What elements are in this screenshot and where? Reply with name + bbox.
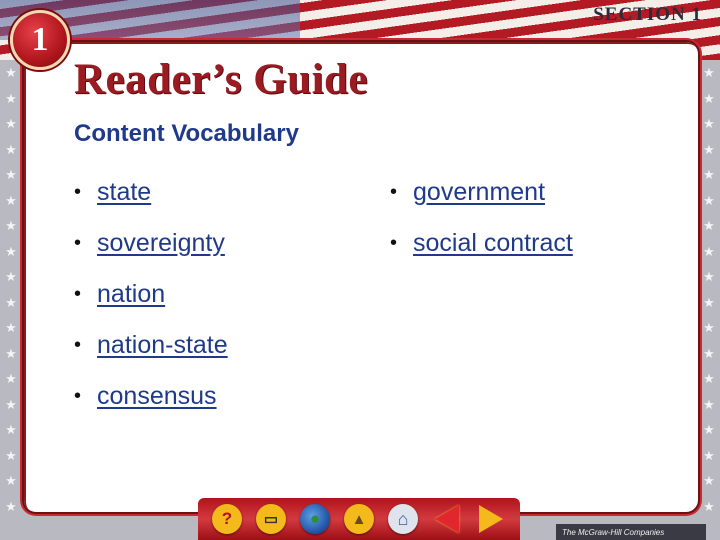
publisher-logo: The McGraw-Hill Companies: [556, 524, 706, 540]
vocab-term-link[interactable]: sovereignty: [97, 229, 225, 257]
resources-icon[interactable]: ▲: [344, 504, 374, 534]
vocab-term-link[interactable]: state: [97, 178, 152, 206]
section-number-badge: 1: [10, 10, 70, 70]
vocab-term-link[interactable]: nation: [97, 280, 166, 308]
star-border-left: ★ ★ ★ ★ ★ ★ ★ ★ ★ ★ ★ ★ ★ ★ ★ ★ ★ ★: [5, 65, 17, 514]
list-item: [390, 167, 573, 218]
section-label: SECTION 1: [593, 4, 702, 25]
forward-arrow-icon[interactable]: [476, 504, 506, 534]
bullet-icon: •: [390, 232, 398, 254]
computer-icon[interactable]: ▭: [256, 504, 286, 534]
list-item: [74, 371, 228, 422]
list-item: [74, 269, 228, 320]
vocab-term-link[interactable]: government: [413, 178, 546, 206]
vocab-term-link[interactable]: consensus: [97, 382, 217, 410]
page-title: Reader’s Guide: [74, 56, 369, 103]
navigation-bar: [198, 498, 520, 540]
vocab-term-link[interactable]: social contract: [413, 229, 573, 257]
list-item: [390, 218, 573, 269]
vocab-list-left: [74, 167, 228, 422]
back-arrow-icon[interactable]: [432, 504, 462, 534]
home-icon[interactable]: ⌂: [388, 504, 418, 534]
bullet-icon: •: [74, 232, 82, 254]
bullet-icon: •: [74, 181, 82, 203]
vocab-term-link[interactable]: nation-state: [97, 331, 228, 359]
list-item: [74, 320, 228, 371]
bullet-icon: •: [74, 334, 82, 356]
list-item: [74, 167, 228, 218]
globe-icon[interactable]: ●: [300, 504, 330, 534]
bullet-icon: •: [74, 385, 82, 407]
bullet-icon: •: [74, 283, 82, 305]
list-item: [74, 218, 228, 269]
help-icon[interactable]: ?: [212, 504, 242, 534]
bullet-icon: •: [390, 181, 398, 203]
vocab-list-right: [390, 167, 573, 269]
content-vocabulary-heading: Content Vocabulary: [74, 120, 299, 147]
star-border-right: ★ ★ ★ ★ ★ ★ ★ ★ ★ ★ ★ ★ ★ ★ ★ ★ ★ ★: [703, 65, 715, 514]
